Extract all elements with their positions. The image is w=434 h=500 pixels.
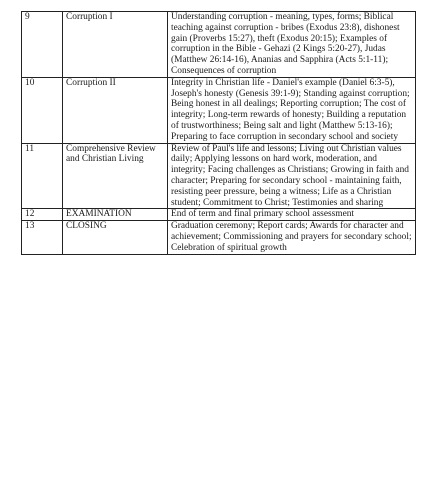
topic-text: Corruption II	[66, 77, 116, 88]
week-number: 12	[25, 209, 35, 220]
table-row	[22, 143, 416, 209]
topic-cell	[63, 221, 168, 254]
content-text: Review of Paul's life and lessons; Living out Christian values daily; Applying lessons on hard work, moderation, and integrity; Facing challenges as Christians; Growing in faith and character; Preparing for secondary school - maintaining faith, resisting peer pressure, being a witness; Life as a Christian student; Commitment to Christ; Testimonies and sharing	[171, 143, 409, 208]
topic-cell	[63, 77, 168, 143]
week-number: 11	[25, 143, 35, 154]
topic-cell	[63, 209, 168, 221]
content-text: End of term and final primary school assessment	[171, 209, 355, 220]
topic-cell	[63, 12, 168, 78]
scheme-of-work-table	[21, 11, 416, 255]
content-cell	[168, 221, 416, 254]
week-cell	[22, 209, 63, 221]
content-text: Integrity in Christian life - Daniel's example (Daniel 6:3-5), Joseph's honesty (Genesis 39:1-9); Standing against corruption; Being honest in all dealings; Reporting corruption; The cost of integrity; Long-term rewards of honesty; Building a reputation of trustworthiness; Being salt and light (Matthew 5:13-16); Preparing to face corruption in secondary school and society	[171, 77, 410, 142]
week-number: 10	[25, 77, 35, 88]
week-cell	[22, 221, 63, 254]
content-text: Understanding corruption - meaning, types, forms; Biblical teaching against corruption - bribes (Exodus 23:8), dishonest gain (Proverbs 15:27), theft (Exodus 20:15); Examples of corruption in the Bible - Gehazi (2 Kings 5:20-27), Judas (Matthew 26:14-16), Ananias and Sapphira (Acts 5:1-11); Consequences of corruption	[171, 12, 400, 76]
table-row	[22, 12, 416, 78]
topic-text: Comprehensive Review and Christian Living	[66, 143, 156, 165]
content-cell	[168, 209, 416, 221]
content-cell	[168, 12, 416, 78]
week-cell	[22, 143, 63, 209]
week-cell	[22, 77, 63, 143]
table-row	[22, 221, 416, 254]
content-text: Graduation ceremony; Report cards; Awards for character and achievement; Commissioning and prayers for secondary school; Celebration of spiritual growth	[171, 221, 412, 253]
topic-text: EXAMINATION	[66, 209, 132, 220]
topic-cell	[63, 143, 168, 209]
week-number: 9	[25, 12, 30, 22]
table-row	[22, 77, 416, 143]
topic-text: Corruption I	[66, 12, 113, 22]
content-cell	[168, 77, 416, 143]
week-number: 13	[25, 221, 35, 232]
topic-text: CLOSING	[66, 221, 107, 232]
content-cell	[168, 143, 416, 209]
table-row	[22, 209, 416, 221]
week-cell	[22, 12, 63, 78]
